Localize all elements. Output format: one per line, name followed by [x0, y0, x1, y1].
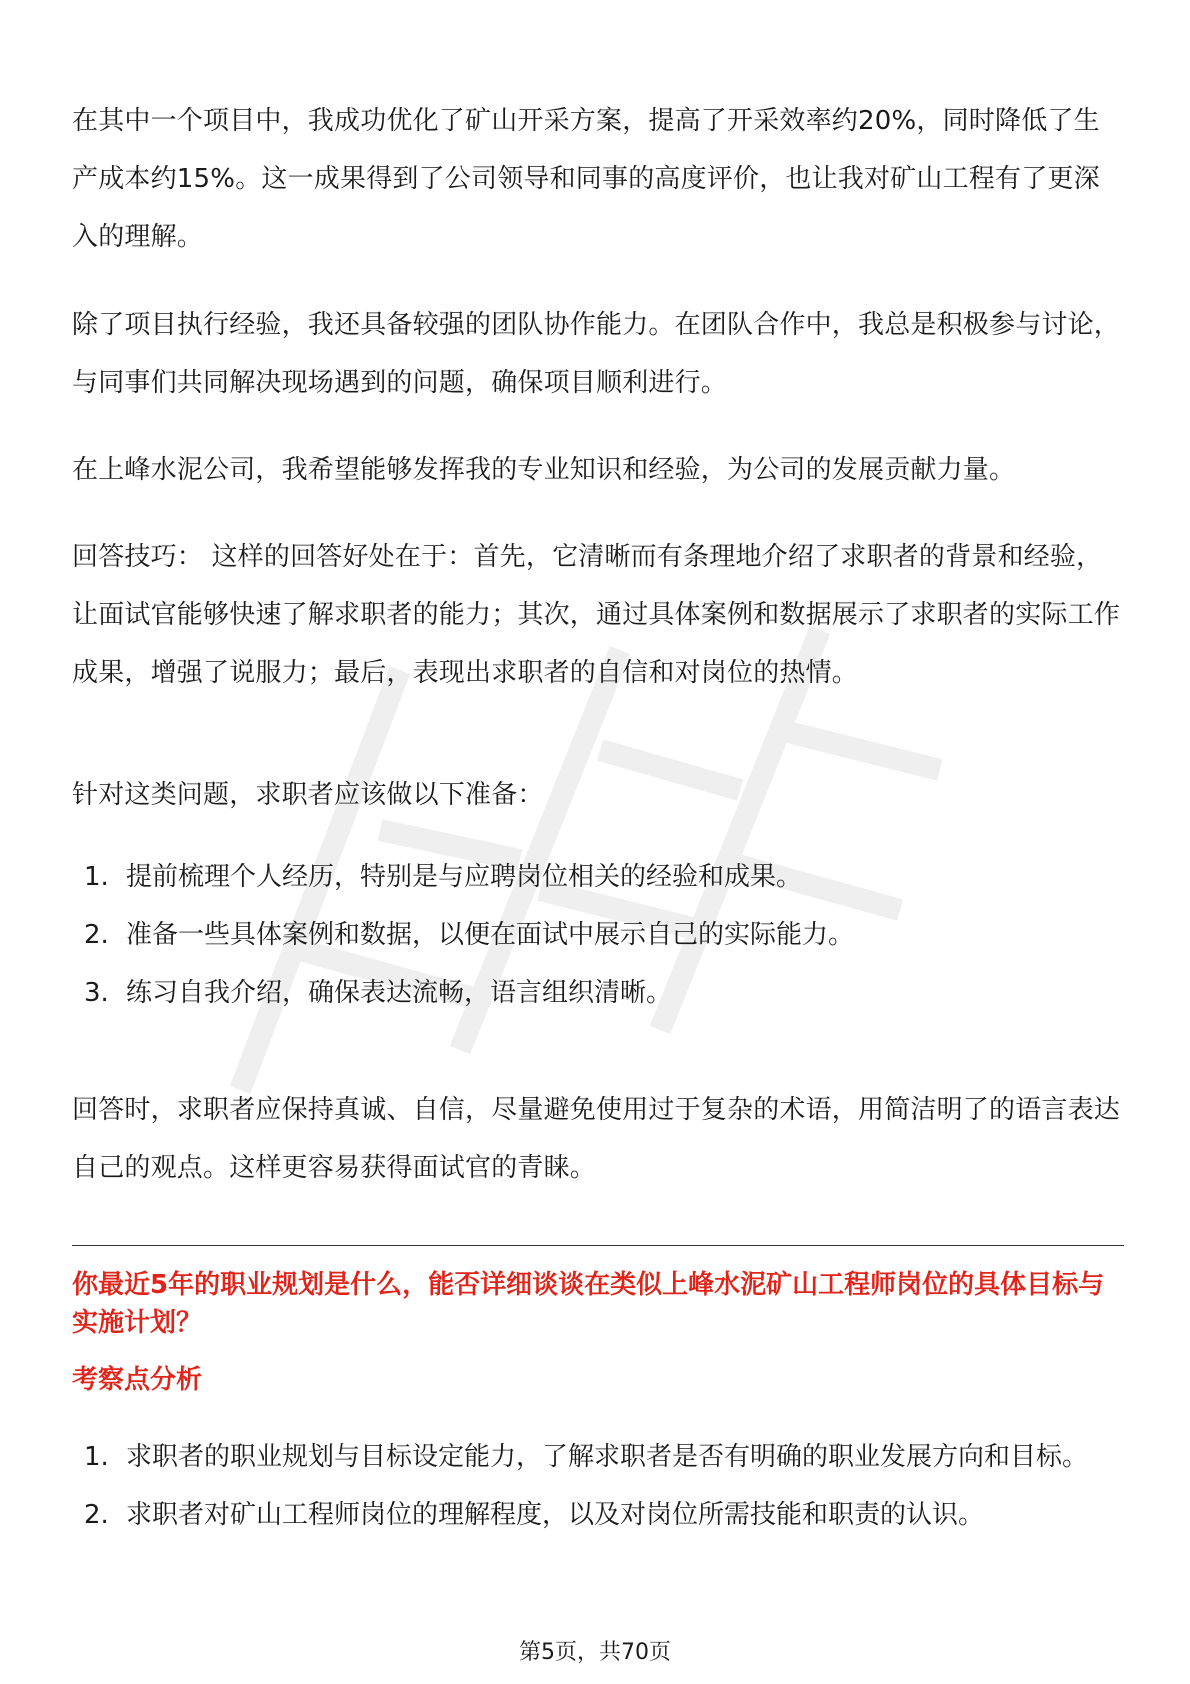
list-item: 1. 提前梳理个人经历，特别是与应聘岗位相关的经验和成果。 — [84, 862, 803, 892]
question-heading: 你最近5年的职业规划是什么，能否详细谈谈在类似上峰水泥矿山工程师岗位的具体目标与实施计划？ — [72, 1270, 1105, 1338]
paragraph-project-result: 在其中一个项目中，我成功优化了矿山开采方案，提高了开采效率约20%，同时降低了生产成本约15%。这一成果得到了公司领导和同事的高度评价，也让我对矿山工程有了更深入的理解。 — [72, 106, 1100, 252]
list-item: 2. 求职者对矿山工程师岗位的理解程度，以及对岗位所需技能和职责的认识。 — [84, 1500, 985, 1530]
page-footer: 第5页，共70页 — [519, 1640, 671, 1665]
list-item: 1. 求职者的职业规划与目标设定能力，了解求职者是否有明确的职业发展方向和目标。 — [84, 1442, 1089, 1472]
prep-list — [72, 848, 854, 1022]
list-item: 3. 练习自我介绍，确保表达流畅，语言组织清晰。 — [84, 978, 673, 1008]
paragraph-answer-tips: 回答技巧： 这样的回答好处在于：首先，它清晰而有条理地介绍了求职者的背景和经验，让面试官能够快速了解求职者的能力；其次，通过具体案例和数据展示了求职者的实际工作成果，增强了说服力；最后，表现出求职者的自信和对岗位的热情。 — [72, 542, 1121, 688]
paragraph-answer-advice: 回答时，求职者应保持真诚、自信，尽量避免使用过于复杂的术语，用简洁明了的语言表达自己的观点。这样更容易获得面试官的青睐。 — [72, 1095, 1121, 1183]
analysis-list — [72, 1428, 1088, 1544]
list-item: 2. 准备一些具体案例和数据，以便在面试中展示自己的实际能力。 — [84, 920, 855, 950]
paragraph-aspiration: 在上峰水泥公司，我希望能够发挥我的专业知识和经验，为公司的发展贡献力量。 — [72, 455, 1016, 485]
section-divider — [72, 1245, 1124, 1246]
paragraph-prep-intro: 针对这类问题，求职者应该做以下准备： — [72, 780, 544, 810]
analysis-heading: 考察点分析 — [72, 1365, 203, 1395]
paragraph-teamwork: 除了项目执行经验，我还具备较强的团队协作能力。在团队合作中，我总是积极参与讨论，与同事们共同解决现场遇到的问题，确保项目顺利进行。 — [72, 310, 1121, 398]
